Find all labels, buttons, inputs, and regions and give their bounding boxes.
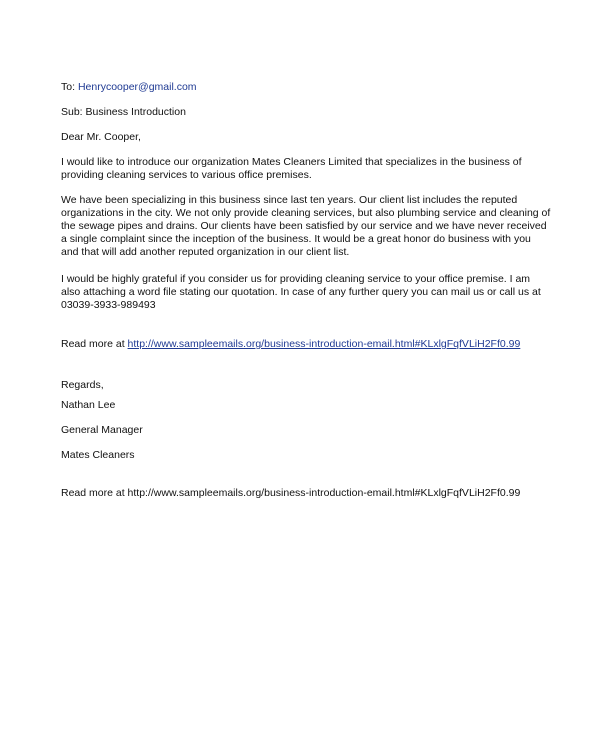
signature-company: Mates Cleaners [61,449,135,461]
subject-line [61,106,551,119]
read-more-link-1[interactable]: http://www.sampleemails.org/business-introduction-email.html#KLxlgFqfVLiH2Ff0.99 [127,338,521,350]
read-more-prefix-2: Read more at [61,487,125,499]
subject-label: Sub: [61,106,83,118]
to-email-link[interactable]: Henrycooper@gmail.com [77,81,197,93]
paragraph-services: We have been specializing in this business since last ten years. Our client list includes the reputed organizations in the city. We not only provide cleaning services, but also plumbing service and cleaning of the sewage pipes and drains. Our clients have been satisfied by our service and we have never received a single complaint since the inception of the business. It would be a great honor do business with you and that will add another reputed organization in our client list. [61,194,551,258]
read-more-line-2 [61,487,551,500]
read-more-prefix-1: Read more at [61,338,125,350]
read-more-url-2: http://www.sampleemails.org/business-introduction-email.html#KLxlgFqfVLiH2Ff0.99 [127,487,521,499]
closing: Regards, [61,379,104,391]
to-line [61,81,551,94]
subject-text: Business Introduction [85,106,186,118]
paragraph-intro: I would like to introduce our organization Mates Cleaners Limited that specializes in the business of providing cleaning services to various office premises. [61,156,522,181]
to-label: To: [61,81,76,93]
paragraph-request: I would be highly grateful if you consider us for providing cleaning service to your office premise. I am also attaching a word file stating our quotation. In case of any further query you can mail us or call us at 03039-3933-989493 [61,273,541,311]
signature-title: General Manager [61,424,143,436]
read-more-line-1 [61,338,551,351]
signature-name: Nathan Lee [61,399,116,411]
greeting: Dear Mr. Cooper, [61,131,141,143]
